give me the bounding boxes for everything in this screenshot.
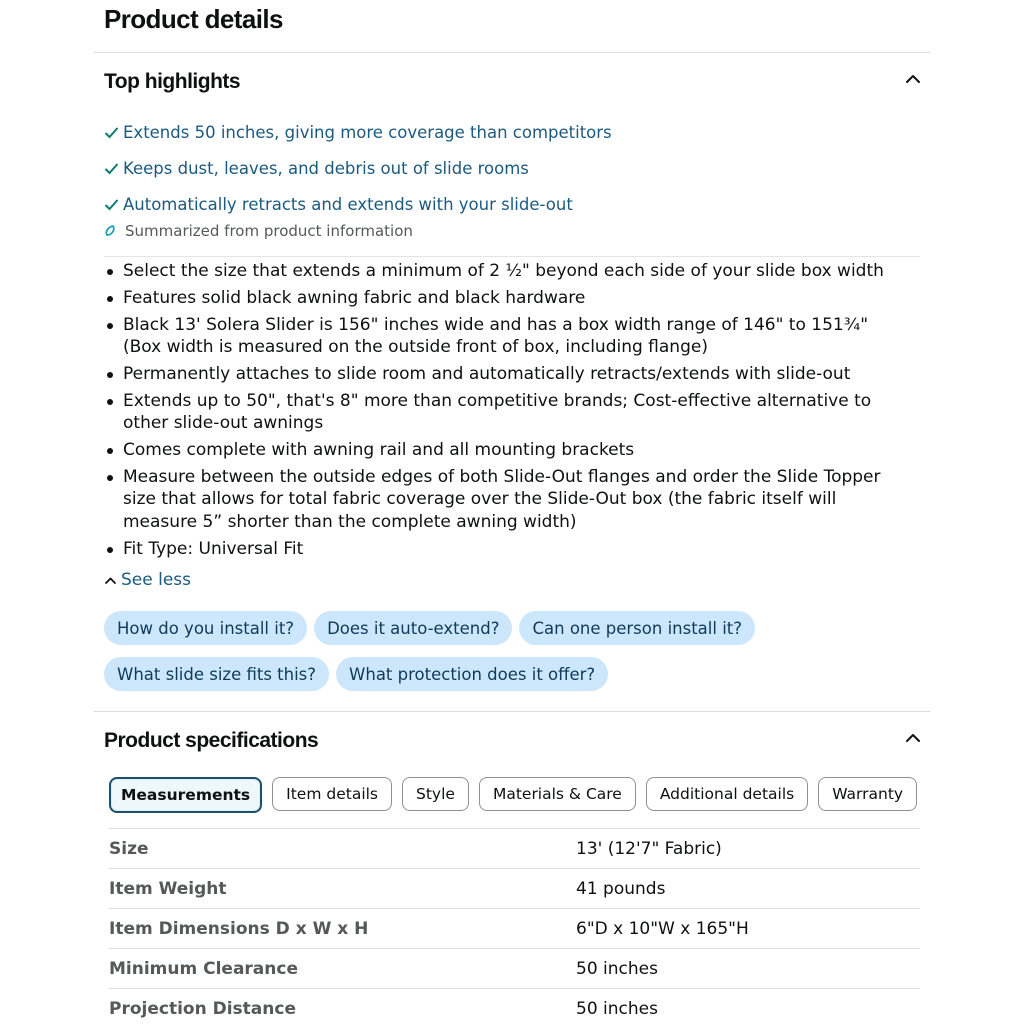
- ai-summary-note: [104, 222, 413, 240]
- highlight-item[interactable]: [104, 114, 924, 150]
- question-row: [104, 611, 924, 645]
- summary-text: Summarized from product information: [125, 222, 413, 240]
- tab-warranty[interactable]: Warranty: [818, 777, 917, 811]
- divider: [104, 256, 920, 257]
- feature-bullets: [104, 260, 904, 564]
- highlight-item[interactable]: [104, 186, 924, 222]
- highlight-item[interactable]: [104, 150, 924, 186]
- table-row: [109, 829, 920, 869]
- spec-key: Projection Distance: [109, 998, 296, 1019]
- spec-key: Size: [109, 838, 149, 859]
- tab-style[interactable]: Style: [402, 777, 469, 811]
- highlight-text: Keeps dust, leaves, and debris out of slide rooms: [123, 158, 529, 178]
- tab-additional-details[interactable]: Additional details: [646, 777, 808, 811]
- checkmark-icon: [104, 125, 119, 140]
- table-row: [109, 869, 920, 909]
- bullet-item: Extends up to 50", that's 8" more than competitive brands; Cost-effective alternative to other slide-out awnings: [104, 390, 904, 435]
- product-specifications-heading: Product specifications: [104, 729, 319, 752]
- spec-value: 50 inches: [576, 998, 658, 1019]
- page-title: Product details: [104, 4, 283, 34]
- divider: [94, 52, 930, 53]
- table-row: [109, 949, 920, 989]
- bullet-item: Fit Type: Universal Fit: [104, 538, 904, 561]
- bullet-item: Permanently attaches to slide room and automatically retracts/extends with slide-out: [104, 363, 904, 386]
- chevron-up-icon: [904, 70, 922, 88]
- spec-value: 13' (12'7" Fabric): [576, 838, 722, 859]
- collapse-specifications-button[interactable]: [904, 729, 922, 747]
- chevron-up-icon: [104, 574, 117, 587]
- tab-materials-care[interactable]: Materials & Care: [479, 777, 636, 811]
- question-chip[interactable]: Can one person install it?: [519, 611, 755, 645]
- question-chip[interactable]: What slide size fits this?: [104, 657, 329, 691]
- question-chip[interactable]: What protection does it offer?: [336, 657, 608, 691]
- highlight-text: Automatically retracts and extends with your slide-out: [123, 194, 573, 214]
- divider: [94, 711, 930, 712]
- spec-table: [109, 828, 920, 1029]
- bullet-item: Measure between the outside edges of both Slide-Out flanges and order the Slide Topper size that allows for total fabric coverage over the Slide-Out box (the fabric itself will measure 5” shorter than the complete awning width): [104, 466, 904, 534]
- bullet-item: Black 13' Solera Slider is 156" inches wide and has a box width range of 146" to 151¾" (Box width is measured on the outside front of box, including flange): [104, 314, 904, 359]
- spec-key: Item Dimensions D x W x H: [109, 918, 369, 939]
- question-row: [104, 657, 924, 691]
- question-chip[interactable]: How do you install it?: [104, 611, 307, 645]
- bullet-item: Features solid black awning fabric and black hardware: [104, 287, 904, 310]
- tab-measurements[interactable]: Measurements: [109, 777, 262, 813]
- see-less-label: See less: [121, 570, 192, 590]
- spec-value: 6"D x 10"W x 165"H: [576, 918, 749, 939]
- spec-value: 41 pounds: [576, 878, 666, 899]
- highlight-text: Extends 50 inches, giving more coverage than competitors: [123, 122, 612, 142]
- table-row: [109, 989, 920, 1029]
- top-highlights-heading: Top highlights: [104, 70, 241, 93]
- bullet-item: Comes complete with awning rail and all mounting brackets: [104, 439, 904, 462]
- ai-sparkle-icon: [104, 224, 118, 238]
- chevron-up-icon: [904, 729, 922, 747]
- spec-value: 50 inches: [576, 958, 658, 979]
- see-less-link[interactable]: [104, 570, 191, 590]
- bullet-item: Select the size that extends a minimum of 2 ½" beyond each side of your slide box width: [104, 260, 904, 283]
- spec-key: Item Weight: [109, 878, 227, 899]
- spec-tabs: [109, 777, 927, 813]
- table-row: [109, 909, 920, 949]
- collapse-top-highlights-button[interactable]: [904, 70, 922, 88]
- checkmark-icon: [104, 161, 119, 176]
- suggested-questions: [104, 611, 924, 703]
- tab-item-details[interactable]: Item details: [272, 777, 392, 811]
- spec-key: Minimum Clearance: [109, 958, 298, 979]
- question-chip[interactable]: Does it auto-extend?: [314, 611, 512, 645]
- highlights-list: [104, 114, 924, 222]
- checkmark-icon: [104, 197, 119, 212]
